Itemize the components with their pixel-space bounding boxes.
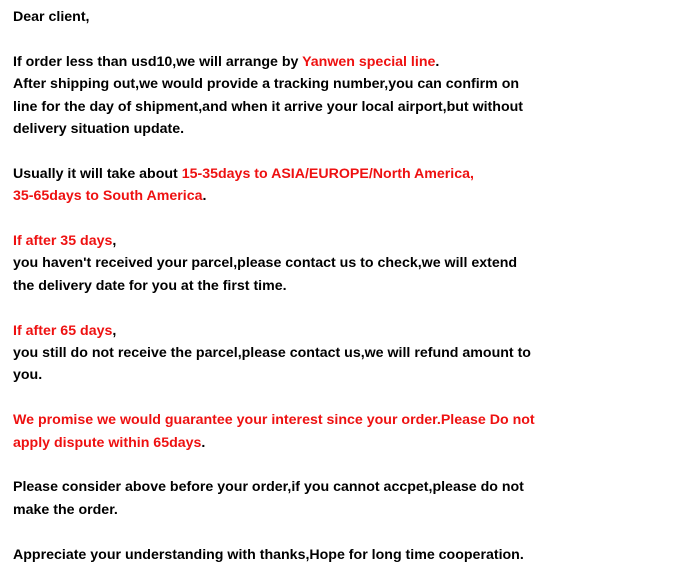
delivery-time-line-1 <box>13 163 673 185</box>
tracking-info-line-2: line for the day of shipment,and when it arrive your local airport,but without <box>13 98 524 115</box>
delivery-time-south-america: 35-65days to South America <box>13 188 203 205</box>
shipping-method-paragraph <box>13 51 673 141</box>
guarantee-line-1: We promise we would guarantee your interest since your order.Please Do not <box>13 412 535 429</box>
closing-text: Appreciate your understanding with thanks,Hope for long time cooperation. <box>13 546 524 563</box>
after-35-days-line-2: the delivery date for you at the first time. <box>13 277 287 294</box>
after-35-days-heading <box>13 230 673 252</box>
after-35-days-paragraph <box>13 230 673 297</box>
after-65-days-heading <box>13 320 673 342</box>
shipping-method-line <box>13 51 673 73</box>
after-65-days-line-1: you still do not receive the parcel,please contact us,we will refund amount to <box>13 345 531 362</box>
delivery-time-period: . <box>202 188 207 205</box>
tracking-info-line-3: delivery situation update. <box>13 121 185 138</box>
greeting <box>13 6 673 28</box>
after-65-days-comma: , <box>112 322 117 339</box>
delivery-time-intro: Usually it will take about <box>13 165 182 182</box>
consider-line-2: make the order. <box>13 501 118 518</box>
shipping-notice-letter <box>13 6 673 566</box>
shipping-line-name: Yanwen special line <box>302 53 436 70</box>
shipping-method-text: If order less than usd10,we will arrange by <box>13 53 303 70</box>
after-35-days-label: If after 35 days <box>13 233 113 250</box>
consider-paragraph <box>13 476 673 521</box>
after-35-days-line-1: you haven't received your parcel,please contact us to check,we will extend <box>13 255 518 272</box>
guarantee-period: . <box>201 434 206 451</box>
after-65-days-label: If after 65 days <box>13 322 113 339</box>
delivery-time-line-2 <box>13 185 673 207</box>
tracking-info-line-1: After shipping out,we would provide a tracking number,you can confirm on <box>13 76 520 93</box>
delivery-time-paragraph <box>13 163 673 208</box>
shipping-method-period: . <box>435 53 440 70</box>
closing-paragraph <box>13 544 673 566</box>
dispute-notice: apply dispute within 65days <box>13 434 202 451</box>
greeting-text: Dear client, <box>13 9 90 25</box>
delivery-time-asia-europe-na: 15-35days to ASIA/EUROPE/North America, <box>181 165 474 182</box>
guarantee-line-2 <box>13 432 673 454</box>
consider-line-1: Please consider above before your order,if you cannot accpet,please do not <box>13 479 524 496</box>
guarantee-paragraph <box>13 409 673 454</box>
after-35-days-comma: , <box>112 233 117 250</box>
after-65-days-paragraph <box>13 320 673 387</box>
after-65-days-line-2: you. <box>13 367 43 384</box>
